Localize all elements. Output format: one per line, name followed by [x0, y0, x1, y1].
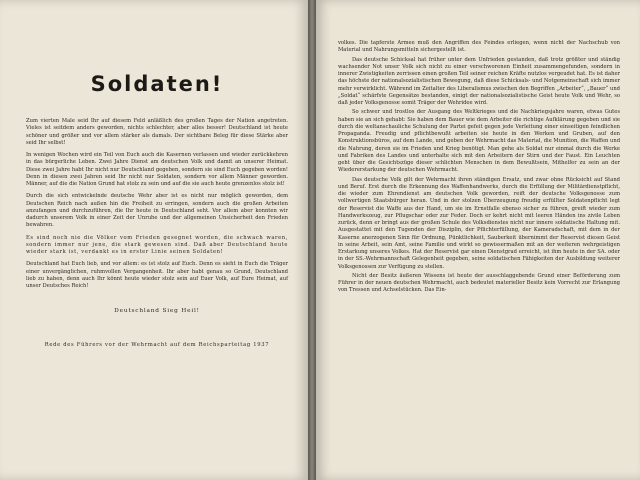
closing-motto: Deutschland Sieg Heil! — [114, 308, 200, 315]
speech-source: Rede des Führers vor der Wehrmacht auf dem Reichsparteitag 1937 — [44, 342, 270, 349]
book-gutter — [308, 0, 316, 480]
left-page-content — [26, 0, 288, 348]
left-paragraph-1: Zum vierten Male seid Ihr auf diesem Feld anläßlich des großen Tages der Nation angetreten. Vieles ist seitdem anders geworden, nichts schlechter, aber alles besser! Deutschland ist heute schöner und größer und vor allem stärker als damals. Der sichtbare Beleg für diese Stärke aber seid Ihr selbst! — [26, 118, 288, 146]
right-paragraph-3: So schwer und trostlos der Ausgang des Weltkrieges und die Nachkriegsjahre waren, etwas Gutes haben sie an sich gehabt: Sie haben dem Bauer wie dem Arbeiter die richtige Aufklärung gegeben und sie durch die weltanschauliche Schulung der Partei gefeit gegen jede Verleitung einer einseitigen feindlichen Propaganda. Freudig und pflichtbewußt arbeiten sie heute in den Werken und Gruben, auf den Konstruktionsbüros, auf dem Lande, und geben der Wehrmacht das Material, die Munition, die Waffen und die Nahrung, deren sie im Frieden und Krieg benötigt. Man gehe als Soldat nur einmal durch die Werke und Fabriken des Landes und unterhalte sich mit den Arbeitern der Stirn und der Faust. Ein Leuchten geht über die Gesichtszüge dieser schlichten Menschen in dem Bewußtsein, Mithelfer zu sein an der Wiedererstarkung der deutschen Wehrmacht. — [338, 109, 621, 174]
left-paragraph-4: Es sind noch nie die Völker vom Frieden gesegnet worden, die schwach waren, sondern immer nur jene, die stark gewesen sind. Daß aber Deutschland heute wieder stark ist, verdankt es in erster Linie seinen Soldaten! — [26, 234, 288, 255]
left-page — [0, 0, 308, 480]
right-paragraph-2: Das deutsche Schicksal hat früher unter dem Unfrieden gestanden, daß trotz größter und ständig wachsender Not unser Volk sich nicht zu einer verschworenen Einheit zusammengefunden, sondern in innerer Zwistigkeiten zerrissen einen großen Teil seiner reichen Kräfte nutzlos vergeudet hat. Es ist daher das höchste der nationalsozialistischen Bewegung, daß diese Schicksals- und Notgemeinschaft sich immer mehr verwirklicht. Während im Zeitalter des Liberalismus zwischen den Begriffen „Arbeiter“, „Bauer“ und „Soldat“ schärfste Gegensätze bestanden, einigt der nationalsozialistische Geist heute Volk und Wehr, so daß jeder Volksgenosse somit Träger der Wehridee wird. — [338, 56, 620, 106]
left-paragraph-2: In wenigen Wochen wird ein Teil von Euch auch die Kasernen verlassen und wieder zurückkehren in das bürgerliche Leben. Zwei Jahre Dienst am deutschen Volk und damit an unserer Heimat. Diese zwei Jahre habt Ihr nicht nur Deutschland gegeben, sondern sie sind Euch gegeben worden! Denn in diesen zwei Jahren seid Ihr nicht nur Soldaten, sondern vor allem Männer geworden. Männer, auf die die Nation Grund hat stolz zu sein und auf die sie auch heute grenzenlos stolz ist! — [26, 152, 288, 187]
left-paragraph-5: Deutschland hat Euch lieb, und vor allem: es ist stolz auf Euch. Denn es sieht in Euch die Träger einer unvergänglichen, ruhmvollen Vergangenheit. Ihr aber habt genau so Grund, Deutschland lieb zu haben, denn auch Ihr könnt heute wieder stolz sein auf Euer Volk, auf Eure Heimat, auf unser Deutsches Reich! — [26, 261, 288, 289]
right-page — [316, 0, 640, 480]
right-paragraph-5: Nicht der Besitz äußeren Wissens ist heute der ausschlaggebende Grund einer Beförderung zum Führer in der neuen deutschen Wehrmacht, auch bedeutet materieller Besitz kein Vorrecht zur Erlangung von Tressen und Achselstücken. Das Ein- — [338, 272, 620, 294]
left-paragraph-3: Durch die sich entwickelnde deutsche Wehr aber ist es nicht nur möglich geworden, dem Deutschen Reich nach außen hin die Freiheit zu erringen, sondern auch die großen Arbeiten anzufangen und durchzuführen, die Ihr heute in Deutschland seht. Vor allem aber konnten wir dadurch unserem Volk in einer Zeit der Unruhe und der allgemeinen Unsicherheit den Frieden bewahren. — [26, 193, 288, 229]
right-paragraph-1: volkes. Die tapferste Armee muß den Angriffen des Feindes erliegen, wenn nicht der Nachschub von Material und Nahrungsmitteln sichergestellt ist. — [338, 40, 620, 54]
right-paragraph-4: Das deutsche Volk gilt der Wehrmacht ihren ständigen Ersatz, und zwar ohne Rücksicht auf Stand und Beruf. Erst durch die Erkennung des Waffenhandwerks, durch die Erfüllung der Militärdienstpflicht, die wieder zum Ehrendienst am deutschen Volk geworden, reift der deutsche Volksgenosse zum vollwertigen Staatsbürger heran. Und in der stolzen Überzeugung freudig erfüllter Soldatenpflicht legt der Reservist die Waffe aus der Hand, um sie im Ernstfalle ebenso sicher zu führen, greift wieder zum Handwerkszeug, zur Pflugschar oder zur Feder. Doch er kehrt nicht mit leeren Händen ins zivile Leben zurück, denn er bringt aus der großen Schule des Volksdienstes nicht nur innere soldatische Haltung mit. Ausgestattet mit den Tugenden der Disziplin, der Pflichterfüllung, der Kameradschaft, mit dem in der Kaserne anerzogenen Sinn für Ordnung, Pünktlichkeit, Sauberkeit übernimmt der Reservist diesen Geist in seine Arbeit, sein Amt, seine Familie und wirkt so gewissermaßen mit an der weiteren wehrgeistigen Erstarkung unseres Volkes. Hat der Reservist gar einen Dienstgrad erreicht, ist ihm heute in der SA. oder in der SS.-Wehrmannschaft Gelegenheit gegeben, seine soldatischen Fähigkeiten der Ausbildung weiterer Volksgenossen zur Verfügung zu stellen. — [338, 176, 620, 270]
right-page-content — [338, 40, 620, 297]
page-title: Soldaten! — [90, 72, 224, 96]
